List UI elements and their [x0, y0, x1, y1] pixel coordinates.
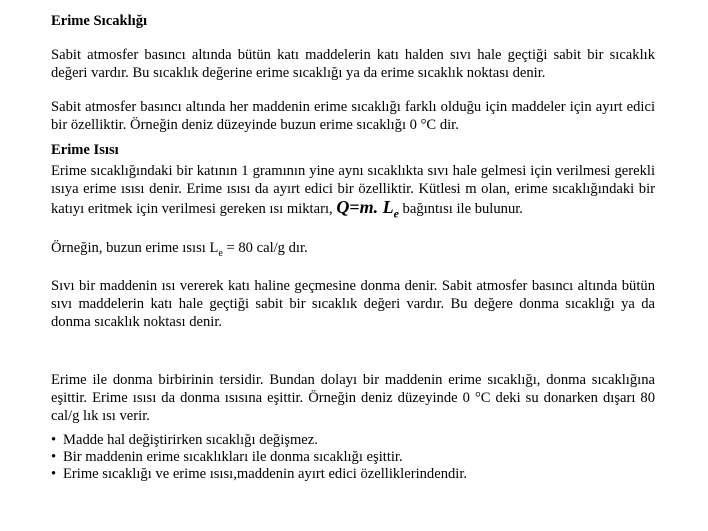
paragraph-melting-freezing-inverse: Erime ile donma birbirinin tersidir. Bundan dolayı bir maddenin erime sıcaklığı, donma sıcaklığına eşittir. Erime ısısı da donma ısısına eşittir. Örneğin deniz düzeyinde 0 °C deki su donarken dışarı 80 cal/g lık ısı verir.: [51, 372, 655, 424]
bullet-icon: •: [51, 432, 57, 448]
bullet-icon: •: [51, 466, 57, 482]
list-item-text: Bir maddenin erime sıcaklıkları ile donma sıcaklığı eşittir.: [63, 449, 403, 465]
bullet-icon: •: [51, 449, 57, 465]
formula-q-equals-m-le: [336, 197, 399, 221]
paragraph-freezing-definition: Sıvı bir maddenin ısı vererek katı haline geçmesine donma denir. Sabit atmosfer basıncı altında bütün sıvı maddelerin katı hale geçtiği sabit bir sıcaklık değeri vardır. Bu değere donma sıcaklığı ya da donma sıcaklık noktası denir.: [51, 278, 655, 330]
example-text-before: Örneğin, buzun erime ısısı L: [51, 240, 219, 256]
paragraph-melting-distinctive: Sabit atmosfer basıncı altında her maddenin erime sıcaklığı farklı olduğu için maddeler için ayırt edici bir özelliktir. Örneğin deniz düzeyinde buzun erime sıcaklığı 0 °C dir.: [51, 99, 655, 133]
list-item: [51, 466, 655, 483]
latent-heat-text-after: bağıntısı ile bulunur.: [398, 201, 523, 217]
list-item: [51, 432, 655, 449]
heading-melting-point: Erime Sıcaklığı: [51, 13, 148, 29]
latent-heat-text-before: Erime sıcaklığındaki bir katının 1 gramının yine aynı sıcaklıkta sıvı hale gelmesi için verilmesi gerekli ısıya erime ısısı denir. Erime ısısı da ayırt edici bir özelliktir. Kütlesi m olan, erime sıcaklığındaki bir katıyı eritmek için verilmesi gereken ısı miktarı,: [51, 163, 655, 217]
formula-subscript: e: [393, 206, 399, 221]
paragraph-ice-latent-heat-example: [51, 239, 655, 257]
example-subscript: e: [218, 247, 223, 259]
document-page: [51, 12, 655, 483]
list-item-text: Erime sıcaklığı ve erime ısısı,maddenin ayırt edici özelliklerindendir.: [63, 466, 468, 482]
formula-main: Q=m. L: [336, 197, 394, 217]
example-text-after: = 80 cal/g dır.: [222, 240, 308, 256]
paragraph-latent-heat-definition: [51, 162, 655, 221]
summary-bullet-list: [51, 432, 655, 483]
list-item-text: Madde hal değiştirirken sıcaklığı değişmez.: [63, 432, 318, 448]
list-item: [51, 449, 655, 466]
paragraph-melting-definition: Sabit atmosfer basıncı altında bütün katı maddelerin katı halden sıvı hale geçtiği sabit bir sıcaklık değeri vardır. Bu sıcaklık değerine erime sıcaklığı ya da erime sıcaklık noktası denir.: [51, 47, 655, 81]
heading-latent-heat: Erime Isısı: [51, 142, 119, 158]
